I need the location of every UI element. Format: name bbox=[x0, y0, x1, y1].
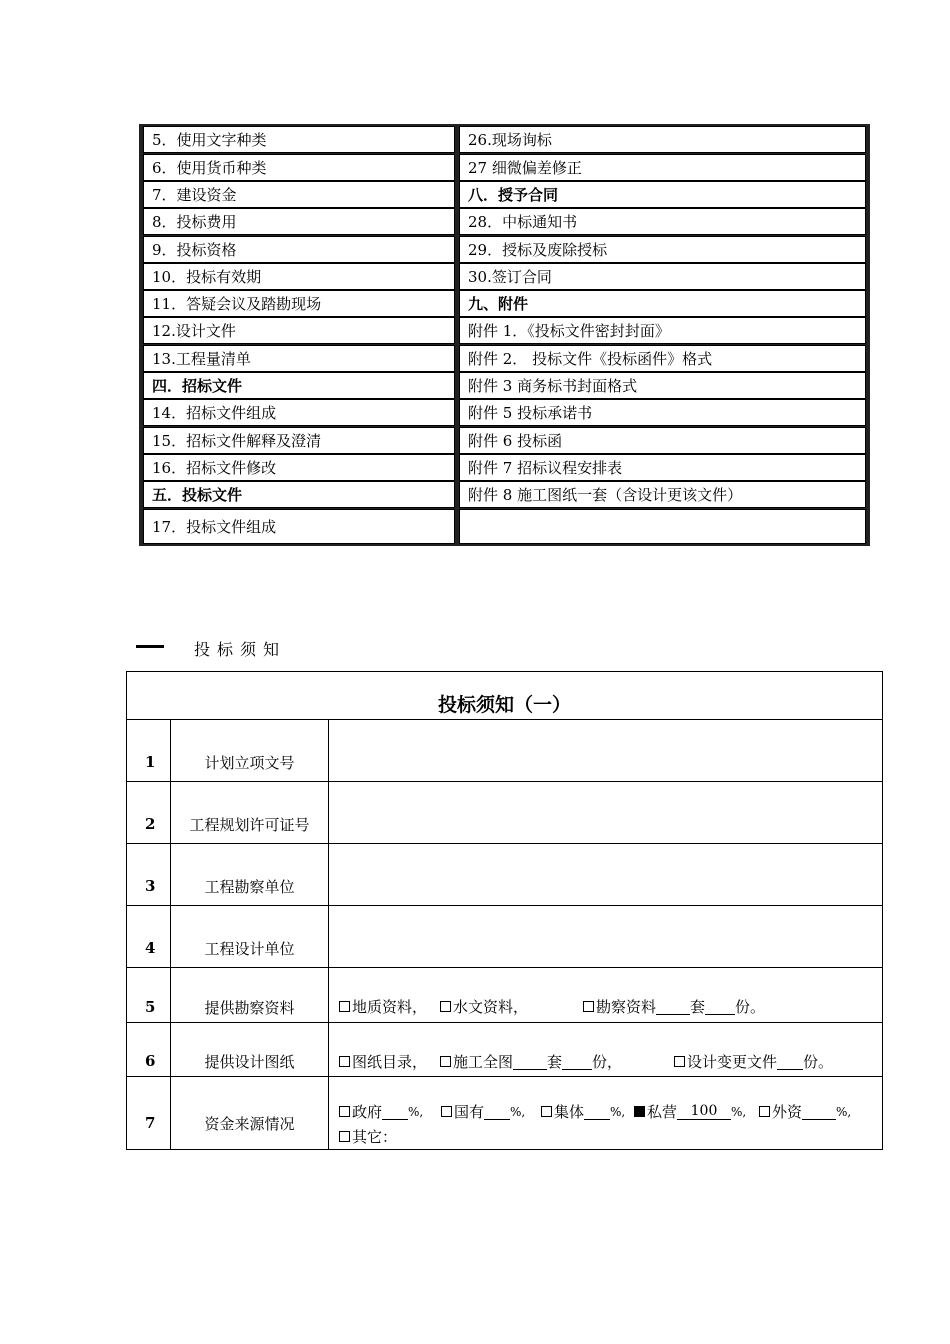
row-label: 计划立项文号 bbox=[204, 754, 295, 772]
toc-item-right: 附件 2． 投标文件《投标函件》格式 bbox=[459, 345, 866, 372]
toc-item-right: 八．授予合同 bbox=[459, 181, 866, 208]
toc-item-right: 九、附件 bbox=[459, 290, 866, 317]
toc-item-left: 16．招标文件修改 bbox=[143, 454, 455, 481]
option-design-change[interactable]: 设计变更文件 份。 bbox=[674, 1051, 833, 1072]
option-private[interactable]: 私营 100 %, bbox=[634, 1101, 746, 1122]
blank-field[interactable] bbox=[562, 1053, 592, 1070]
notice-row bbox=[127, 782, 882, 844]
checkbox-checked-icon[interactable] bbox=[634, 1106, 645, 1117]
notice-row bbox=[127, 968, 882, 1023]
option-other[interactable]: 其它： bbox=[339, 1126, 397, 1147]
checkbox-icon[interactable] bbox=[674, 1056, 685, 1067]
toc-item-right: 附件 1．《投标文件密封封面》 bbox=[459, 317, 866, 344]
notice-row bbox=[127, 844, 882, 906]
toc-item-left: 9．投标资格 bbox=[143, 236, 455, 263]
blank-field[interactable] bbox=[705, 998, 735, 1015]
notice-row bbox=[127, 906, 882, 968]
option-foreign[interactable]: 外资 %, bbox=[759, 1101, 851, 1122]
blank-field[interactable] bbox=[513, 1053, 547, 1070]
row-number: 4 bbox=[145, 939, 156, 957]
row-number: 1 bbox=[145, 753, 156, 771]
checkbox-icon[interactable] bbox=[441, 1106, 452, 1117]
section-title: 投标须知 bbox=[194, 640, 287, 659]
toc-item-left: 8．投标费用 bbox=[143, 208, 455, 235]
row-label: 工程规划许可证号 bbox=[189, 816, 310, 834]
toc-item-left: 14．招标文件组成 bbox=[143, 399, 455, 426]
checkbox-icon[interactable] bbox=[541, 1106, 552, 1117]
row-number: 5 bbox=[145, 998, 156, 1016]
toc-item-left: 五．投标文件 bbox=[143, 481, 455, 508]
row-label: 工程勘察单位 bbox=[204, 878, 295, 896]
row-value-empty[interactable] bbox=[329, 720, 882, 781]
toc-item-left: 四．招标文件 bbox=[143, 372, 455, 399]
toc-item-left: 7．建设资金 bbox=[143, 181, 455, 208]
toc-item-right: 附件 3 商务标书封面格式 bbox=[459, 372, 866, 399]
blank-field[interactable] bbox=[656, 998, 690, 1015]
section-dash bbox=[136, 645, 164, 648]
toc-item-left: 12.设计文件 bbox=[143, 317, 455, 344]
option-geo[interactable]: 地质资料， bbox=[339, 996, 427, 1017]
toc-item-right: 29．授标及废除授标 bbox=[459, 236, 866, 263]
row-number: 6 bbox=[145, 1052, 156, 1070]
toc-item-right: 附件 6 投标函 bbox=[459, 427, 866, 454]
blank-field[interactable] bbox=[584, 1103, 610, 1120]
notice-row bbox=[127, 1023, 882, 1077]
toc-item-right bbox=[459, 509, 866, 544]
row-label: 提供设计图纸 bbox=[204, 1053, 295, 1071]
blank-field[interactable] bbox=[802, 1103, 836, 1120]
row-number: 7 bbox=[145, 1114, 156, 1132]
notice-row bbox=[127, 720, 882, 782]
checkbox-icon[interactable] bbox=[339, 1001, 350, 1012]
toc-item-left: 6．使用货币种类 bbox=[143, 154, 455, 181]
row-value-empty[interactable] bbox=[329, 844, 882, 905]
checkbox-icon[interactable] bbox=[339, 1131, 350, 1142]
toc-item-right: 27 细微偏差修正 bbox=[459, 154, 866, 181]
checkbox-icon[interactable] bbox=[440, 1001, 451, 1012]
row-value-empty[interactable] bbox=[329, 906, 882, 967]
checkbox-icon[interactable] bbox=[759, 1106, 770, 1117]
option-catalog[interactable]: 图纸目录， bbox=[339, 1051, 427, 1072]
blank-field[interactable] bbox=[777, 1053, 803, 1070]
toc-item-left: 17．投标文件组成 bbox=[143, 509, 455, 544]
notice-title: 投标须知（一） bbox=[127, 672, 882, 720]
toc-item-right: 30.签订合同 bbox=[459, 263, 866, 290]
option-collective[interactable]: 集体 %, bbox=[541, 1101, 625, 1122]
notice-table bbox=[126, 671, 883, 1150]
row-label: 提供勘察资料 bbox=[204, 999, 295, 1017]
option-gov[interactable]: 政府 %, bbox=[339, 1101, 423, 1122]
option-survey[interactable]: 勘察资料 套 份。 bbox=[583, 996, 765, 1017]
checkbox-icon[interactable] bbox=[339, 1056, 350, 1067]
private-percent-field[interactable]: 100 bbox=[677, 1103, 731, 1120]
row-label: 资金来源情况 bbox=[204, 1115, 295, 1133]
option-hydro[interactable]: 水文资料， bbox=[440, 996, 528, 1017]
row-value-empty[interactable] bbox=[329, 782, 882, 843]
toc-item-left: 15．招标文件解释及澄清 bbox=[143, 427, 455, 454]
checkbox-icon[interactable] bbox=[440, 1056, 451, 1067]
blank-field[interactable] bbox=[382, 1103, 408, 1120]
toc-item-left: 10．投标有效期 bbox=[143, 263, 455, 290]
toc-item-right: 附件 5 投标承诺书 bbox=[459, 399, 866, 426]
toc-item-right: 26.现场询标 bbox=[459, 126, 866, 153]
blank-field[interactable] bbox=[484, 1103, 510, 1120]
toc-item-left: 13.工程量清单 bbox=[143, 345, 455, 372]
toc-item-left: 11．答疑会议及踏勘现场 bbox=[143, 290, 455, 317]
toc-item-right: 28．中标通知书 bbox=[459, 208, 866, 235]
checkbox-icon[interactable] bbox=[583, 1001, 594, 1012]
option-state[interactable]: 国有 %, bbox=[441, 1101, 525, 1122]
row-number: 3 bbox=[145, 877, 156, 895]
row-label: 工程设计单位 bbox=[204, 940, 295, 958]
checkbox-icon[interactable] bbox=[339, 1106, 350, 1117]
row-number: 2 bbox=[145, 815, 156, 833]
notice-row bbox=[127, 1077, 882, 1149]
toc-item-right: 附件 7 招标议程安排表 bbox=[459, 454, 866, 481]
toc-item-left: 5．使用文字种类 bbox=[143, 126, 455, 153]
toc-table bbox=[139, 124, 870, 546]
option-full-drawings[interactable]: 施工全图 套 份， bbox=[440, 1051, 622, 1072]
toc-item-right: 附件 8 施工图纸一套（含设计更该文件） bbox=[459, 481, 866, 508]
